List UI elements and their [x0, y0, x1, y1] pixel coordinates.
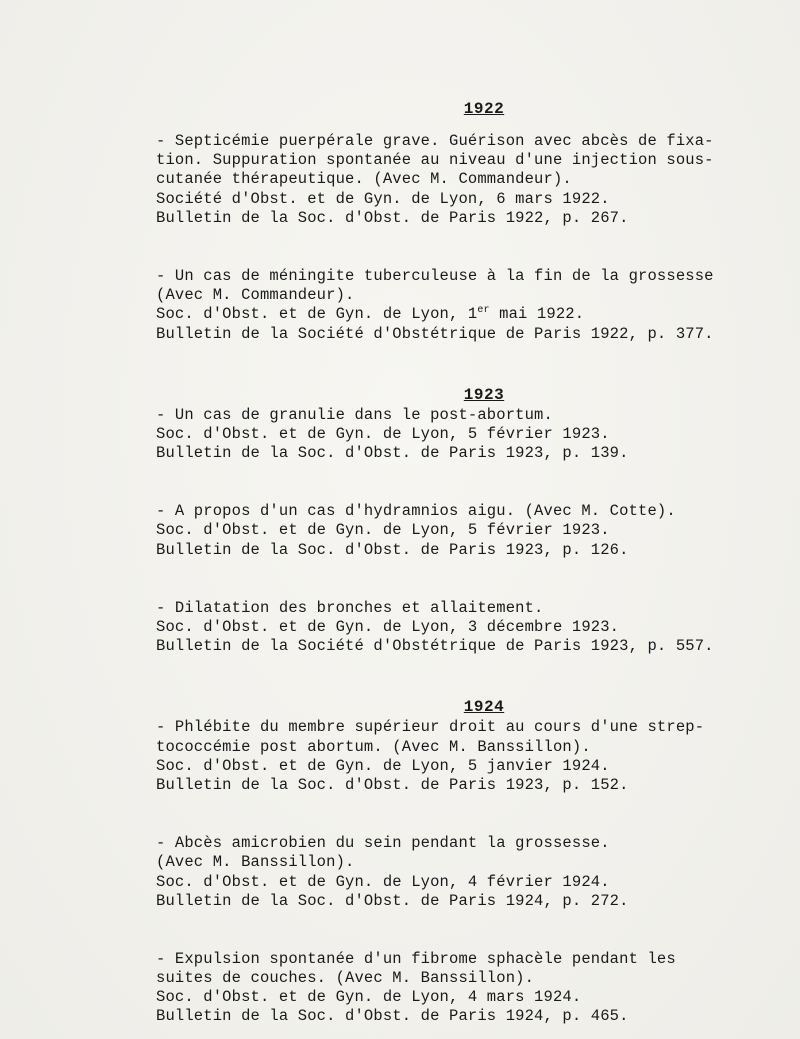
entry-line: - Phlébite du membre supérieur droit au cours d'une strep-: [156, 718, 705, 737]
bibliography-content: [156, 98, 800, 1027]
entry-line: Soc. d'Obst. et de Gyn. de Lyon, 4 février 1924.: [156, 872, 610, 891]
entry: [156, 950, 800, 1027]
entry-line: Bulletin de la Société d'Obstétrique de Paris 1923, p. 557.: [156, 637, 714, 656]
entry-line: (Avec M. Banssillon).: [156, 853, 355, 872]
entry-line: - Un cas de granulie dans le post-abortum.: [156, 405, 553, 424]
entry: [156, 406, 800, 464]
entry: [156, 718, 800, 795]
entry-line: Soc. d'Obst. et de Gyn. de Lyon, 1er mai 1922.: [156, 305, 585, 324]
entry-line: - A propos d'un cas d'hydramnios aigu. (Avec M. Cotte).: [156, 502, 676, 521]
entry: [156, 834, 800, 911]
entry: [156, 267, 800, 344]
entry-line: Soc. d'Obst. et de Gyn. de Lyon, 5 février 1923.: [156, 424, 610, 443]
section-1923: [156, 384, 800, 657]
entry-line: - Expulsion spontanée d'un fibrome sphacèle pendant les: [156, 949, 676, 968]
entry-line: tion. Suppuration spontanée au niveau d'une injection sous-: [156, 151, 714, 170]
entry-line: tococcémie post abortum. (Avec M. Banssillon).: [156, 737, 591, 756]
entry-line: Bulletin de la Société d'Obstétrique de Paris 1922, p. 377.: [156, 324, 714, 343]
entry-line: Bulletin de la Soc. d'Obst. de Paris 1923, p. 139.: [156, 444, 629, 463]
entry-line: Bulletin de la Soc. d'Obst. de Paris 1923, p. 126.: [156, 540, 629, 559]
entry-line: Soc. d'Obst. et de Gyn. de Lyon, 4 mars 1924.: [156, 988, 582, 1007]
entry-line: Bulletin de la Soc. d'Obst. de Paris 1923, p. 152.: [156, 775, 629, 794]
entry: [156, 132, 800, 228]
year-heading: 1923: [463, 385, 505, 404]
entry-line: Soc. d'Obst. et de Gyn. de Lyon, 3 décembre 1923.: [156, 618, 620, 636]
entry-line: - Dilatation des bronches et allaitement.: [156, 598, 544, 617]
entry-line: - Septicémie puerpérale grave. Guérison avec abcès de fixa-: [156, 132, 714, 150]
entry-line: suites de couches. (Avec M. Banssillon).: [156, 969, 535, 988]
year-heading: 1924: [463, 698, 505, 717]
entry-line: - Abcès amicrobien du sein pendant la grossesse.: [156, 834, 610, 853]
section-1922: [156, 98, 800, 344]
year-heading: 1922: [463, 100, 505, 118]
entry-line: cutanée thérapeutique. (Avec M. Commandeur).: [156, 170, 572, 189]
entry-line: Soc. d'Obst. et de Gyn. de Lyon, 5 février 1923.: [156, 521, 610, 540]
entry-line: Bulletin de la Soc. d'Obst. de Paris 1922, p. 267.: [156, 208, 629, 227]
entry-line: Société d'Obst. et de Gyn. de Lyon, 6 mars 1922.: [156, 189, 610, 208]
section-1924: [156, 696, 800, 1026]
entry-line: Bulletin de la Soc. d'Obst. de Paris 1924, p. 272.: [156, 891, 629, 910]
entry-line: - Un cas de méningite tuberculeuse à la fin de la grossesse: [156, 266, 714, 285]
entry: [156, 599, 800, 657]
entry-line: Bulletin de la Soc. d'Obst. de Paris 1924, p. 465.: [156, 1007, 629, 1026]
entry-line: (Avec M. Commandeur).: [156, 286, 355, 305]
entry-line: Soc. d'Obst. et de Gyn. de Lyon, 5 janvier 1924.: [156, 756, 610, 775]
entry: [156, 502, 800, 560]
